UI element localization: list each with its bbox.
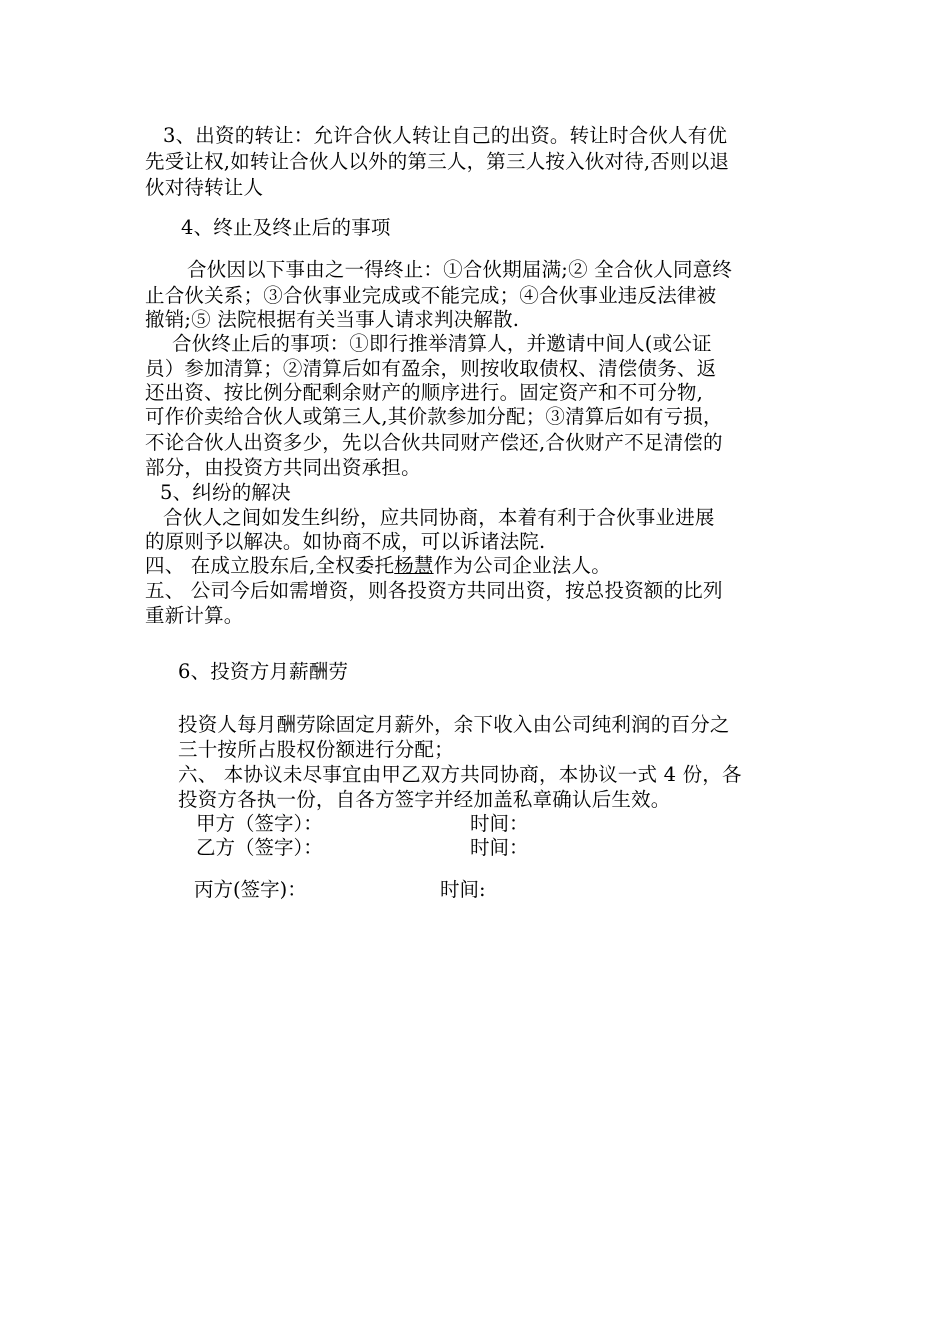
signature-time-b: 时间： [470,836,529,859]
section3-line-2: 先受让权,如转让合伙人以外的第三人，第三人按入伙对待,否则以退 [145,150,730,173]
clause4-prefix: 四、 在成立股东后,全权委托 [145,554,395,577]
section3-line-1: 3、出资的转让：允许合伙人转让自己的出资。转让时合伙人有优 [163,124,728,147]
section4-heading: 4、终止及终止后的事项 [181,216,391,239]
signature-time-a: 时间： [470,812,529,835]
section4-para2-line-3: 还出资、按比例分配剩余财产的顺序进行。固定资产和不可分物, [145,381,703,404]
section5-line-2: 的原则予以解决。如协商不成，可以诉诸法院. [145,530,546,553]
section3-line-3: 伙对待转让人 [145,176,264,199]
clause4-line [145,554,611,578]
clause6-line-2: 投资方各执一份，自各方签字并经加盖私章确认后生效。 [178,788,671,811]
signature-time-c: 时间: [440,878,486,901]
section5-heading: 5、纠纷的解决 [160,481,291,504]
clause6-line-1: 六、 本协议未尽事宜由甲乙双方共同协商，本协议一式 4 份，各 [178,763,742,786]
signature-party-a: 甲方（签字）： [196,812,323,835]
section6-line-1: 投资人每月酬劳除固定月薪外，余下收入由公司纯利润的百分之 [178,713,730,736]
clause5-line-1: 五、 公司今后如需增资，则各投资方共同出资，按总投资额的比列 [145,579,723,602]
section4-para2-line-2: 员）参加清算；②清算后如有盈余，则按收取债权、清偿债务、返 [145,357,717,380]
section4-para2-line-5: 不论合伙人出资多少，先以合伙共同财产偿还,合伙财产不足清偿的 [145,431,723,454]
clause5-line-2: 重新计算。 [145,604,244,627]
section6-line-2: 三十按所占股权份额进行分配； [178,738,454,761]
section4-para2-line-1: 合伙终止后的事项：①即行推举清算人，并邀请中间人(或公证 [172,332,712,355]
section4-para2-line-4: 可作价卖给合伙人或第三人,其价款参加分配；③清算后如有亏损， [145,405,723,428]
section4-para1-line-2: 止合伙关系；③合伙事业完成或不能完成；④合伙事业违反法律被 [145,284,717,307]
clause4-suffix: 作为公司企业法人。 [433,554,611,577]
clause4-name: 杨慧 [394,554,434,577]
section5-line-1: 合伙人之间如发生纠纷，应共同协商，本着有利于合伙事业进展 [163,506,715,529]
section6-heading: 6、投资方月薪酬劳 [178,660,349,683]
section4-para1-line-3: 撤销;⑤ 法院根据有关当事人请求判决解散. [145,308,520,331]
section4-para1-line-1: 合伙因以下事由之一得终止：①合伙期届满;② 全合伙人同意终 [187,258,733,281]
section4-para2-line-6: 部分，由投资方共同出资承担。 [145,456,421,479]
signature-party-c: 丙方(签字)： [194,878,307,901]
signature-party-b: 乙方（签字）： [196,836,323,859]
